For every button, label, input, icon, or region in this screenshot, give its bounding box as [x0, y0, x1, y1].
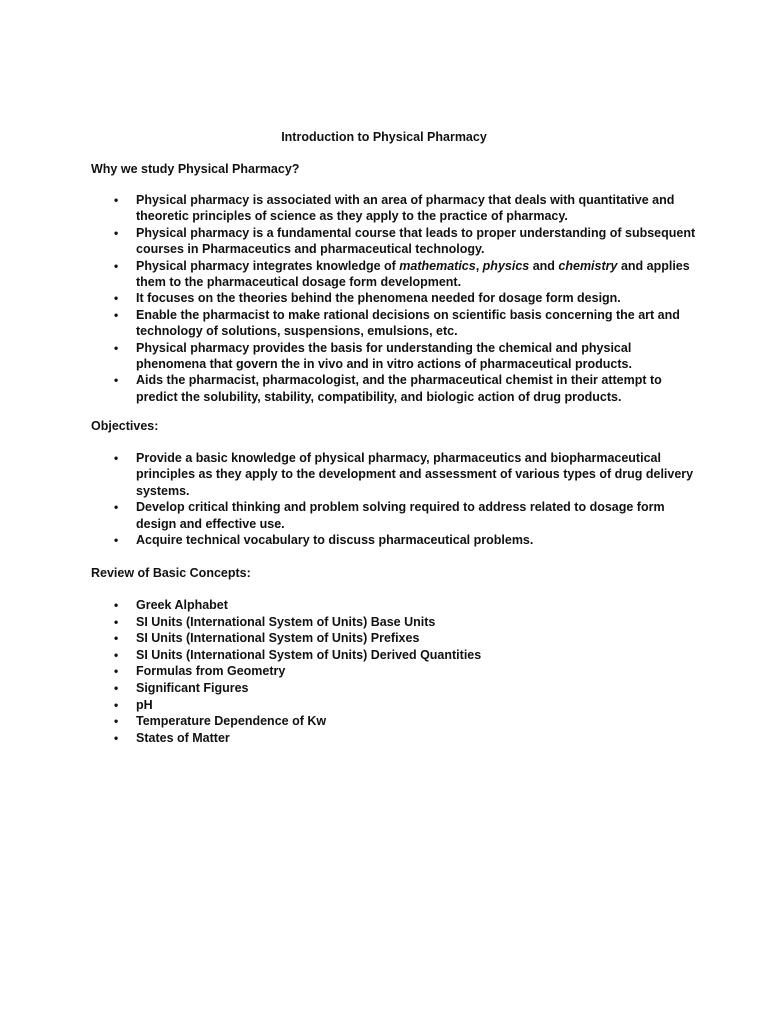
list-item: • Temperature Dependence of Kw [114, 714, 327, 729]
bullet-icon: • [114, 451, 119, 465]
list-item: • Enable the pharmacist to make rational decisions on scientific basis concerning the art and technology of solutions, suspensions, emulsions, etc. [114, 307, 680, 339]
list-item: • States of Matter [114, 730, 230, 745]
bullet-icon: • [114, 730, 119, 745]
bullet-icon: • [114, 225, 119, 240]
list-item: • Physical pharmacy integrates knowledge of mathematics, physics and chemistry and applies them to the pharmaceutical dosage form development. [114, 258, 690, 290]
bullet-icon: • [114, 598, 119, 612]
bullet-list-review [0, 597, 768, 746]
bullet-icon: • [114, 647, 119, 662]
bullet-icon: • [114, 697, 119, 712]
list-item: • pH [114, 697, 153, 712]
bullet-icon: • [114, 193, 119, 207]
list-item: • Develop critical thinking and problem solving required to address related to dosage form design and effective use. [114, 500, 665, 531]
list-item: • Greek Alphabet [114, 598, 228, 612]
bullet-list-why [0, 192, 768, 405]
section-heading-review: Review of Basic Concepts: [91, 566, 251, 580]
bullet-icon: • [114, 373, 119, 388]
bullet-icon: • [114, 664, 119, 679]
list-item: • Formulas from Geometry [114, 664, 286, 679]
section-heading-why: Why we study Physical Pharmacy? [91, 162, 300, 176]
bullet-icon: • [114, 307, 119, 322]
bullet-list-objectives [0, 450, 768, 548]
page-title: Introduction to Physical Pharmacy [281, 130, 487, 144]
bullet-icon: • [114, 714, 119, 729]
list-item: • Acquire technical vocabulary to discuss pharmaceutical problems. [114, 533, 534, 548]
list-item: • Physical pharmacy is associated with an area of pharmacy that deals with quantitative and theoretic principles of science as they apply to the practice of pharmacy. [114, 193, 675, 224]
bullet-icon: • [114, 500, 119, 515]
bullet-icon: • [114, 258, 119, 273]
list-item: • SI Units (International System of Units) Base Units [114, 614, 436, 629]
list-item: • SI Units (International System of Units) Derived Quantities [114, 647, 482, 662]
bullet-icon: • [114, 340, 119, 355]
bullet-icon: • [114, 614, 119, 629]
bullet-icon: • [114, 680, 119, 695]
bullet-icon: • [114, 291, 119, 306]
list-item: • Significant Figures [114, 680, 249, 695]
list-item: • Physical pharmacy provides the basis for understanding the chemical and physical phenomena that govern the in vivo and in vitro actions of pharmaceutical products. [114, 340, 632, 372]
bullet-icon: • [114, 533, 119, 548]
bullet-icon: • [114, 631, 119, 646]
section-heading-objectives: Objectives: [91, 419, 159, 433]
list-item: • Provide a basic knowledge of physical pharmacy, pharmaceutics and biopharmaceutical principles as they apply to the development and assessment of various types of drug delivery systems. [114, 451, 694, 498]
list-item: • Physical pharmacy is a fundamental course that leads to proper understanding of subsequent courses in Pharmaceutics and pharmaceutical technology. [114, 225, 696, 257]
list-item: • SI Units (International System of Units) Prefixes [114, 631, 420, 646]
list-item: • It focuses on the theories behind the phenomena needed for dosage form design. [114, 291, 621, 306]
list-item: • Aids the pharmacist, pharmacologist, and the pharmaceutical chemist in their attempt to predict the solubility, stability, compatibility, and biologic action of drug products. [114, 373, 662, 404]
